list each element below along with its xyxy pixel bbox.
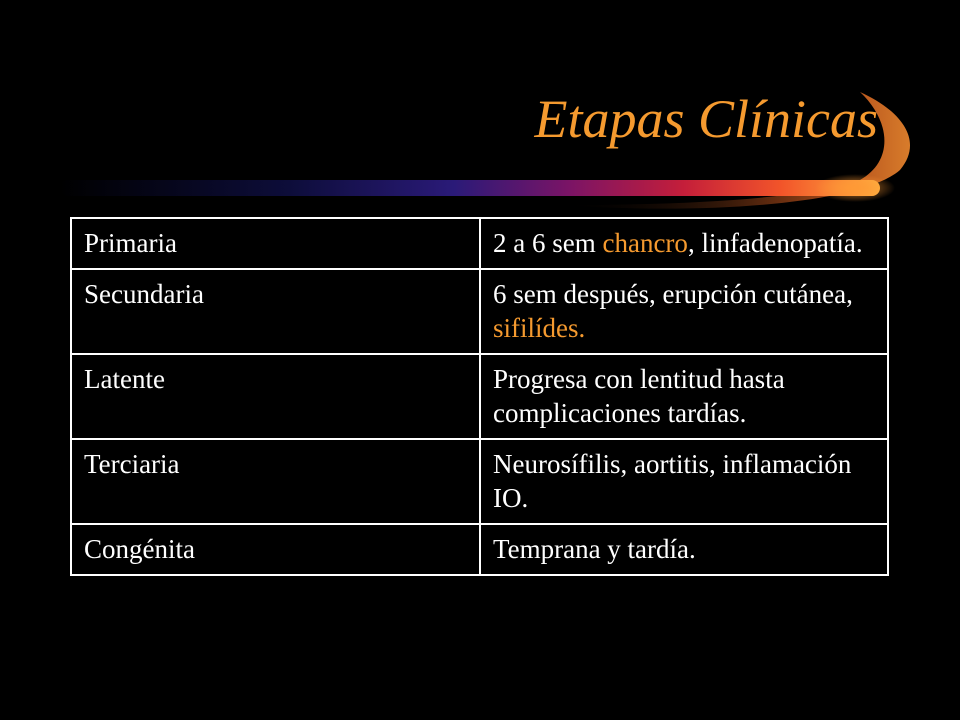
description-text: 2 a 6 sem (493, 228, 603, 258)
stage-description-cell (480, 354, 888, 439)
stage-description-cell (480, 439, 888, 524)
clinical-stages-table-container (70, 217, 889, 576)
highlighted-term: chancro (602, 228, 688, 258)
table-row (71, 524, 888, 575)
table-row (71, 354, 888, 439)
description-text: Progresa con lentitud hasta complicaciones tardías. (493, 364, 785, 428)
highlighted-term: sifilídes. (493, 313, 586, 343)
stage-description-cell (480, 218, 888, 269)
table-row (71, 269, 888, 354)
stage-description-cell (480, 269, 888, 354)
stage-name-cell: Secundaria (71, 269, 480, 354)
clinical-stages-table (70, 217, 889, 576)
stage-description-cell (480, 524, 888, 575)
description-text: 6 sem después, erupción cutánea, (493, 279, 853, 309)
table-body (71, 218, 888, 575)
stage-name-cell: Terciaria (71, 439, 480, 524)
description-text: Temprana y tardía. (493, 534, 696, 564)
description-text: , linfadenopatía. (687, 228, 863, 258)
slide-title: Etapas Clínicas (534, 89, 878, 149)
stage-name-cell: Latente (71, 354, 480, 439)
table-row (71, 439, 888, 524)
stage-name-cell: Congénita (71, 524, 480, 575)
stage-name-cell: Primaria (71, 218, 480, 269)
table-row (71, 218, 888, 269)
description-text: Neurosífilis, aortitis, inflamación IO. (493, 449, 852, 513)
